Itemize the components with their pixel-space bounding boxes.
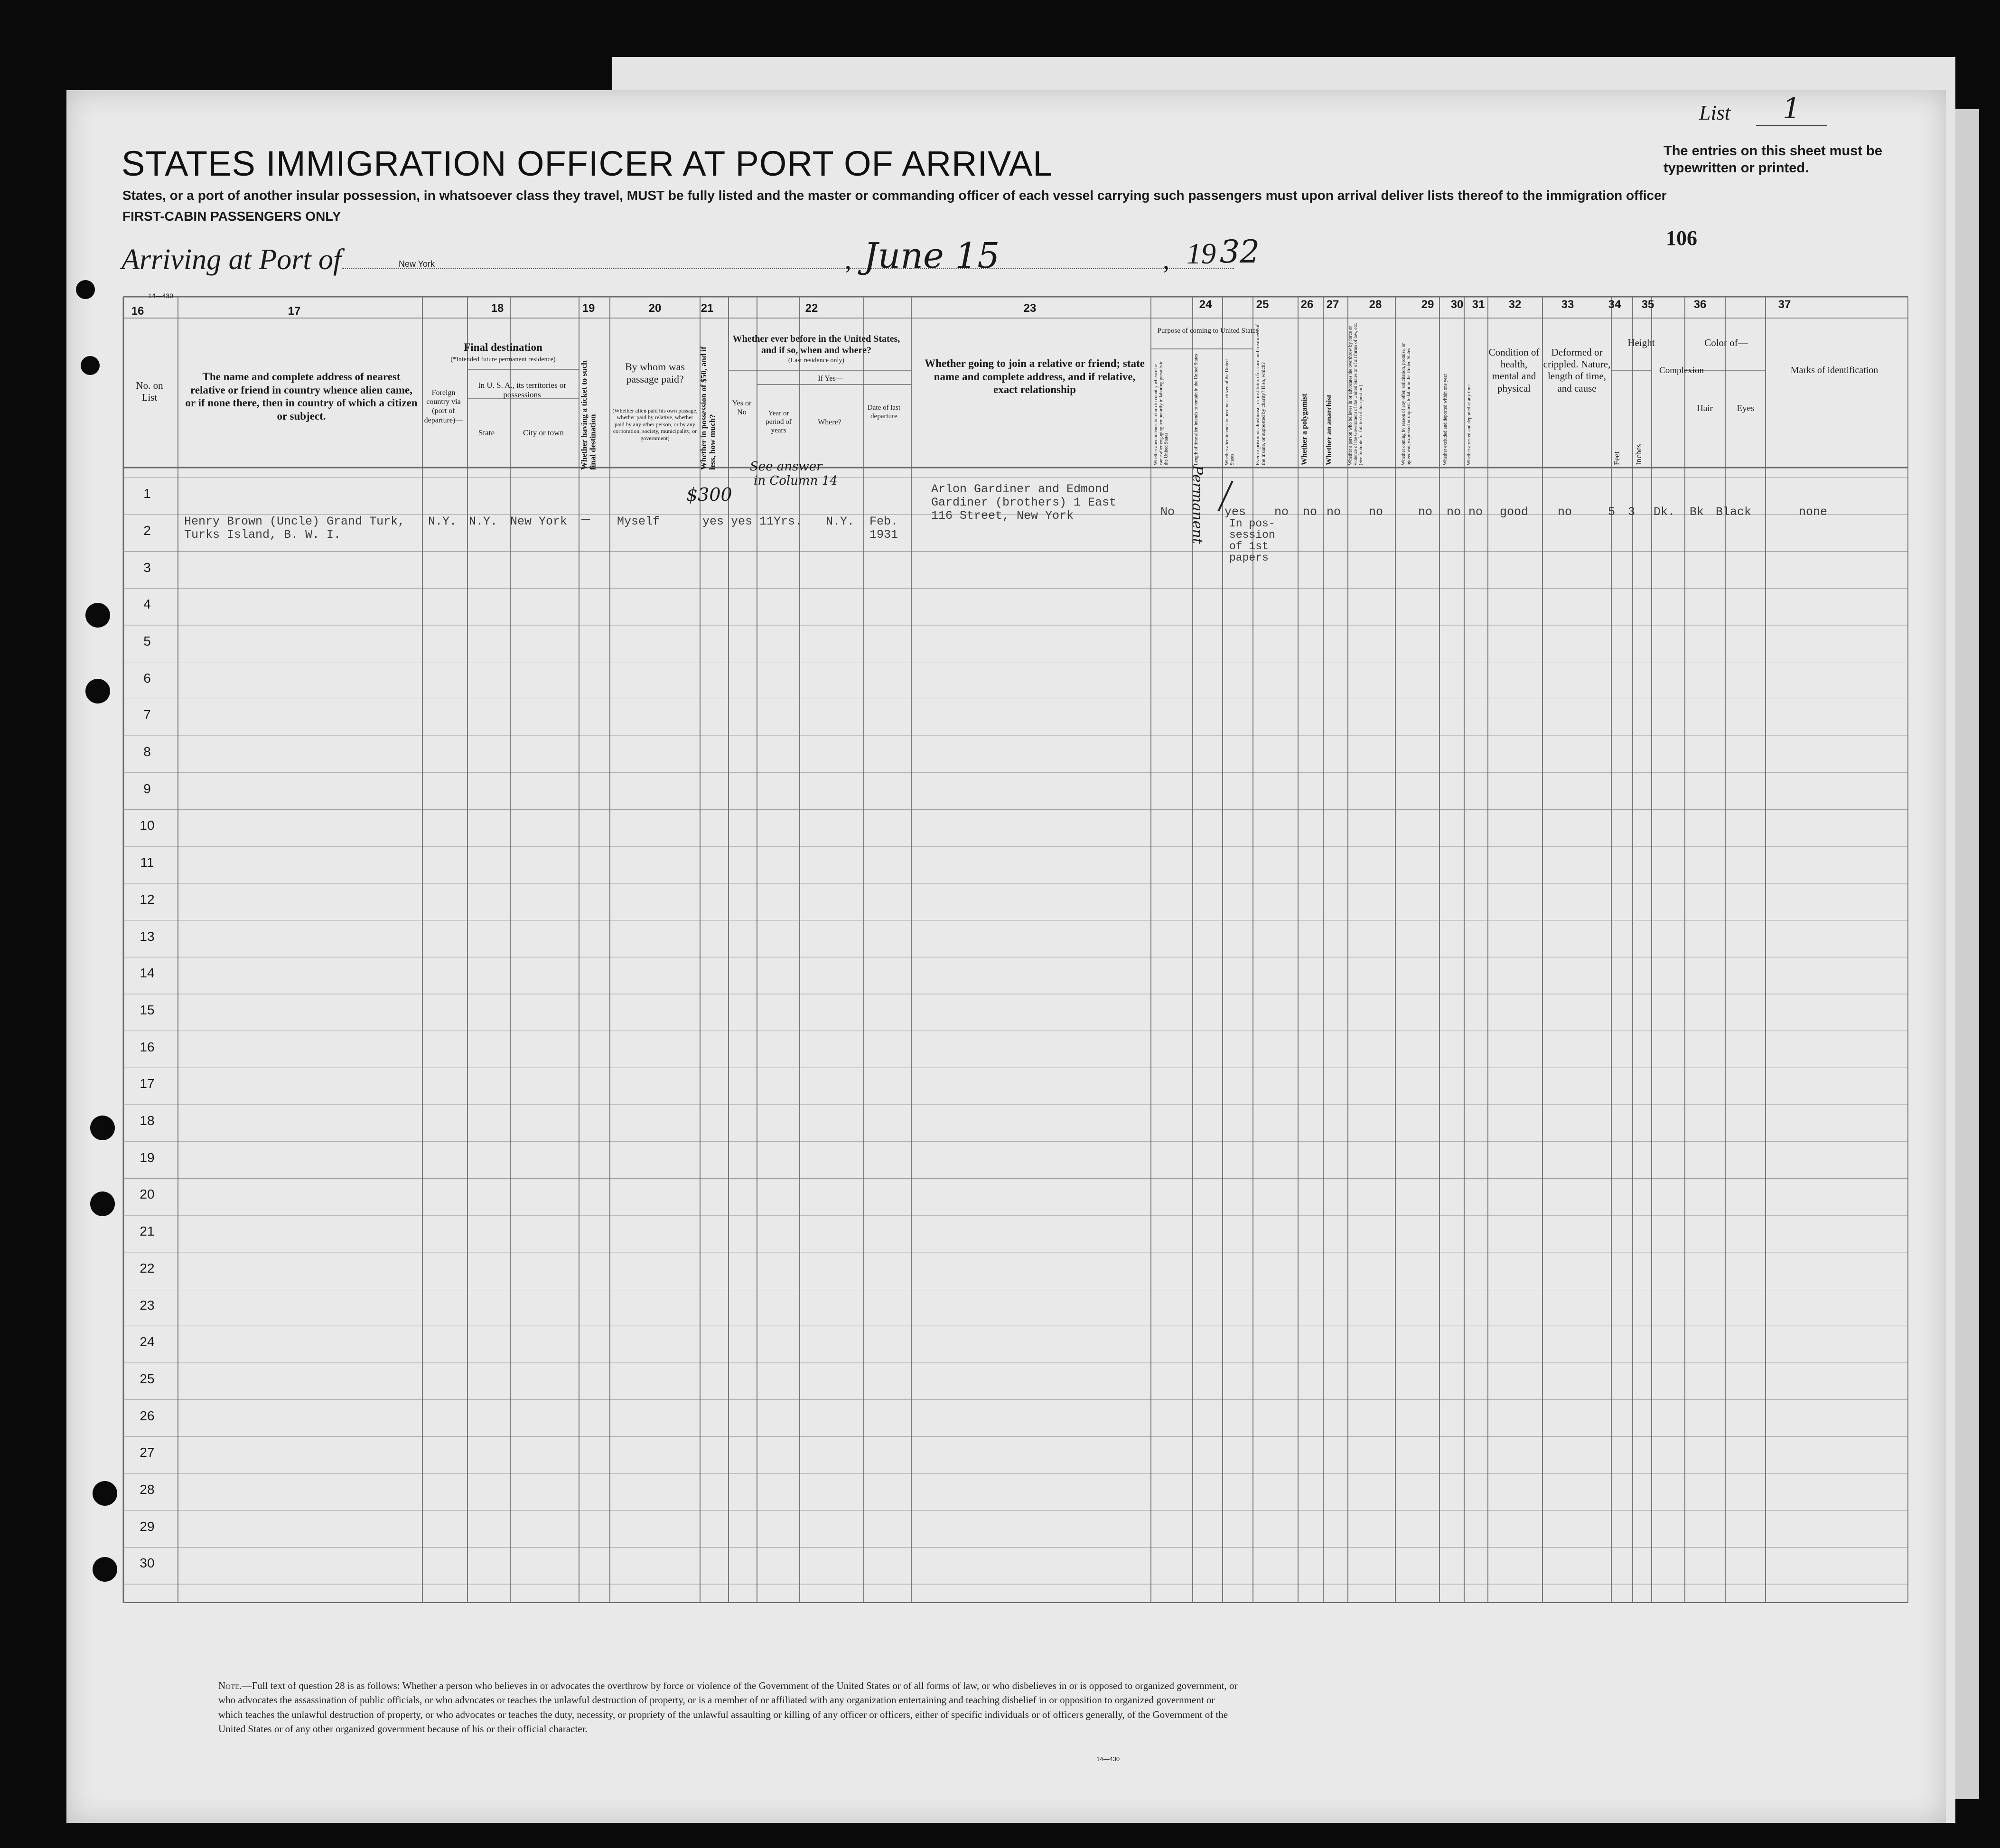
entry-money-note-1: See answer — [750, 460, 822, 474]
col-num-18: 18 — [491, 302, 504, 315]
row-number: 4 — [143, 597, 151, 612]
entry-return-temp: No — [1160, 505, 1175, 519]
year-prefix: 19 — [1187, 238, 1216, 270]
col-num-25: 25 — [1256, 298, 1269, 311]
col-num-35: 35 — [1641, 298, 1654, 311]
col-22-header: Whether ever before in the United States, and if so, when and where? — [732, 334, 900, 356]
col-num-17: 17 — [288, 305, 301, 318]
entry-citizen-note-2: session — [1229, 529, 1275, 541]
row-number: 5 — [143, 633, 151, 648]
entry-citizen: yes — [1224, 505, 1246, 519]
col-24-header: Purpose of coming to United States — [1157, 327, 1259, 335]
entry-years: 11Yrs. — [759, 515, 803, 528]
col-18-usa-header: In U. S. A., its territories or possessions — [477, 381, 567, 400]
col-24-a-header: Whether alien intends to return to country whence he came after engaging temporarily in laboring pursuits in the United States — [1153, 360, 1169, 465]
col-29-header: Whether coming by reason of any offer, solicitation, promise, or agreement, expressed or implied, to labor in the United States — [1401, 343, 1411, 465]
col-18-foreign-header: Foreign country via (port of departure)— — [424, 389, 463, 424]
entry-ticket: — — [581, 512, 590, 528]
col-num-26: 26 — [1300, 298, 1314, 311]
col-34-inches-header: Inches — [1634, 444, 1643, 465]
col-24-c-header: Whether alien intends to become a citizen of the United States — [1224, 359, 1235, 465]
row-number: 26 — [140, 1408, 155, 1423]
col-20-sub: (Whether alien paid his own passage, whether paid by relative, whether paid by any other person, or by any corporation, society, municipality, or government) — [612, 407, 698, 441]
table-grid — [66, 90, 1946, 1823]
page-number: 106 — [1666, 226, 1697, 250]
entry-inches: 3 — [1628, 505, 1636, 519]
col-18-group-sub: (*Intended future permanent residence) — [450, 356, 556, 363]
entry-money: $300 — [686, 484, 732, 505]
entries-note: The entries on this sheet must be typewritten or printed. — [1664, 143, 1882, 176]
row-number: 19 — [140, 1150, 155, 1165]
col-36-eyes-header: Eyes — [1737, 403, 1755, 413]
row-number: 6 — [143, 670, 151, 685]
row-number: 16 — [140, 1039, 155, 1054]
col-21-header: Whether in possession of $50, and if less, how much? — [699, 347, 717, 470]
entry-citizen-note-4: papers — [1229, 552, 1269, 564]
entry-marks: none — [1799, 505, 1828, 519]
row-number: 1 — [143, 486, 151, 501]
row-number: 25 — [140, 1371, 155, 1386]
entry-eyes: Black — [1716, 505, 1752, 519]
entry-before-yes: yes — [702, 515, 724, 528]
entry-money-note-2: in Column 14 — [754, 474, 838, 488]
row-number: 17 — [140, 1076, 155, 1091]
col-34-header: Height — [1627, 337, 1655, 348]
instructions-line: States, or a port of another insular possession, in whatsoever class they travel, MUST be fully listed and the master or commanding officer of each vessel carrying such passengers must upon arrival deliver lists thereof to the immigration officer — [122, 188, 1667, 203]
entry-polygamist: no — [1303, 505, 1318, 519]
entry-where: N.Y. — [826, 515, 855, 528]
row-number: 2 — [143, 523, 151, 538]
row-number: 10 — [140, 818, 155, 833]
entry-excluded: no — [1447, 505, 1461, 519]
entry-labor-offer: no — [1418, 505, 1433, 519]
port-name: New York — [399, 259, 435, 269]
entry-date-line1: Feb. — [869, 515, 898, 528]
row-number: 15 — [140, 1002, 155, 1017]
class-line: FIRST-CABIN PASSENGERS ONLY — [122, 209, 341, 224]
entry-relative-line1: Henry Brown (Uncle) Grand Turk, — [184, 515, 405, 528]
col-28-header: Whether a person who believes in or advocates the overthrow by force or violence of the Government of the United States or of all forms of law, etc. (See footnote for full text of this question) — [1348, 323, 1364, 465]
col-18-group-header: Final destination — [464, 341, 542, 353]
entry-relative-line2: Turks Island, B. W. I. — [184, 528, 341, 542]
entry-before-yes-2: yes — [731, 515, 753, 528]
row-number: 24 — [140, 1334, 155, 1350]
row-number: 28 — [140, 1482, 155, 1497]
footnote-text: —Full text of question 28 is as follows: Whether a person who believes in or advocates the overthrow by force or violence of the Government of the United States or of all forms of law, or who disbelieves in or is opposed to organized government, or who advocates the assassination of public officials, or who advocates or teaches the unlawful destruction of property, or is a member of or affiliated with any organization entertaining and teaching disbelief in or opposition to organized government or which teaches the unlawful destruction of property, or who advocates or teaches the duty, necessity, or propriety of the unlawful assaulting or killing of any officer or officers, either of specific individuals or of officers generally, of the Government of the United States or of any other organized government because of his or their official character. — [218, 1680, 1238, 1735]
col-num-33: 33 — [1561, 298, 1574, 311]
col-num-31: 31 — [1472, 298, 1485, 311]
row-number: 29 — [140, 1519, 155, 1534]
form-code-top: 14—430 — [148, 292, 173, 300]
row-number: 12 — [140, 891, 155, 907]
col-30-header: Whether excluded and deported within one year — [1443, 374, 1448, 465]
entry-deported: no — [1468, 505, 1483, 519]
comma: , — [1163, 245, 1169, 275]
col-num-27: 27 — [1326, 298, 1339, 311]
col-36-header: Color of— — [1704, 337, 1748, 348]
row-number: 21 — [140, 1224, 155, 1239]
col-num-16: 16 — [131, 305, 144, 318]
col-22-if-yes-header: If Yes— — [818, 375, 843, 383]
col-16-header: No. on List — [136, 380, 163, 403]
footnote-form-code: 14—430 — [1096, 1755, 1120, 1763]
col-num-24: 24 — [1199, 298, 1212, 311]
row-number: 27 — [140, 1445, 155, 1460]
col-37-header: Marks of identification — [1790, 365, 1879, 375]
col-22-where-header: Where? — [818, 418, 841, 426]
col-17-header: The name and complete address of nearest relative or friend in country whence alien came, or if none there, then in country of which a citizen or subject. — [185, 371, 418, 422]
col-num-19: 19 — [582, 302, 595, 315]
col-18-city-header: City or town — [523, 428, 564, 437]
list-number: 1 — [1756, 92, 1827, 126]
col-22-sub: (Last residence only) — [788, 357, 845, 364]
col-23-header: Whether going to join a relative or friend; state name and complete address, and if relative, exact relationship — [925, 357, 1145, 396]
col-33-header: Deformed or crippled. Nature, length of time, and cause — [1543, 347, 1611, 394]
entry-citizen-note-3: of 1st — [1229, 540, 1269, 553]
row-number: 22 — [140, 1260, 155, 1276]
entry-join-line3: 116 Street, New York — [931, 509, 1074, 523]
col-22-date-header: Date of last departure — [867, 404, 901, 420]
col-35-header: Complexion — [1659, 366, 1704, 375]
row-number: 20 — [140, 1187, 155, 1202]
col-22-year-header: Year or period of years — [766, 410, 792, 434]
entry-health: good — [1500, 505, 1529, 519]
entry-state: N.Y. — [469, 515, 498, 528]
row-number: 30 — [140, 1556, 155, 1571]
col-24-b-header: Length of time alien intends to remain in the United States — [1194, 354, 1199, 465]
col-num-34: 34 — [1608, 298, 1621, 311]
col-20-header: By whom was passage paid? — [625, 361, 685, 385]
row-number: 14 — [140, 966, 155, 981]
row-number: 9 — [143, 781, 151, 796]
entry-city: New York — [510, 515, 568, 528]
row-number: 18 — [140, 1113, 155, 1128]
col-num-30: 30 — [1450, 298, 1464, 311]
col-19-header: Whether having a ticket to such final destination — [579, 360, 598, 470]
footnote — [218, 1679, 1239, 1736]
entry-join-line2: Gardiner (brothers) 1 East — [931, 496, 1117, 509]
comma: , — [845, 245, 851, 275]
col-num-36: 36 — [1693, 298, 1707, 311]
col-num-29: 29 — [1421, 298, 1434, 311]
entry-join-line1: Arlon Gardiner and Edmond — [931, 482, 1110, 496]
entry-overthrow: no — [1369, 505, 1383, 519]
entry-feet: 5 — [1608, 505, 1616, 519]
entry-anarchist: no — [1327, 505, 1341, 519]
entry-length-of-stay: Permanent — [1189, 465, 1206, 544]
col-32-header: Condition of health, mental and physical — [1488, 347, 1540, 394]
col-num-37: 37 — [1778, 298, 1791, 311]
arriving-label: Arriving at Port of — [121, 244, 342, 276]
row-number: 8 — [143, 744, 151, 760]
col-num-23: 23 — [1023, 302, 1037, 315]
col-22-yes-no-header: Yes or No — [732, 399, 752, 417]
col-num-22: 22 — [805, 302, 818, 315]
entry-deformed: no — [1558, 505, 1572, 519]
entry-complexion: Dk. — [1654, 505, 1675, 519]
col-31-header: Whether arrested and deported at any time — [1467, 385, 1472, 465]
list-label: List — [1699, 101, 1731, 124]
manifest-sheet — [66, 90, 1946, 1823]
row-number: 3 — [143, 560, 151, 575]
col-36-hair-header: Hair — [1697, 403, 1713, 413]
entry-paid-by: Myself — [617, 515, 660, 528]
entry-citizen-note-1: In pos- — [1229, 517, 1275, 530]
col-num-21: 21 — [701, 302, 714, 315]
entry-date-line2: 1931 — [869, 528, 898, 542]
col-num-28: 28 — [1369, 298, 1382, 311]
entry-hair: Bk — [1690, 505, 1704, 519]
col-27-header: Whether an anarchist — [1325, 394, 1333, 465]
entry-prison: no — [1274, 505, 1289, 519]
col-18-state-header: State — [478, 428, 495, 437]
year-suffix: 32 — [1220, 234, 1260, 270]
col-num-32: 32 — [1508, 298, 1522, 311]
entry-foreign-country: N.Y. — [428, 515, 457, 528]
footnote-label: Note. — [218, 1680, 242, 1691]
col-26-header: Whether a polygamist — [1300, 394, 1308, 465]
arrival-date: June 15 — [864, 235, 1000, 276]
col-25-header: Ever in prison or almshouse, or institution for care and treatment of the insane, or supported by charity? If so, which? — [1255, 324, 1267, 465]
row-number: 11 — [140, 855, 154, 870]
row-number: 13 — [140, 929, 155, 944]
row-number: 23 — [140, 1297, 155, 1313]
col-num-20: 20 — [648, 302, 662, 315]
row-number: 7 — [143, 707, 151, 722]
form-title: STATES IMMIGRATION OFFICER AT PORT OF ARRIVAL — [121, 144, 1053, 183]
col-34-feet-header: Feet — [1612, 451, 1621, 465]
